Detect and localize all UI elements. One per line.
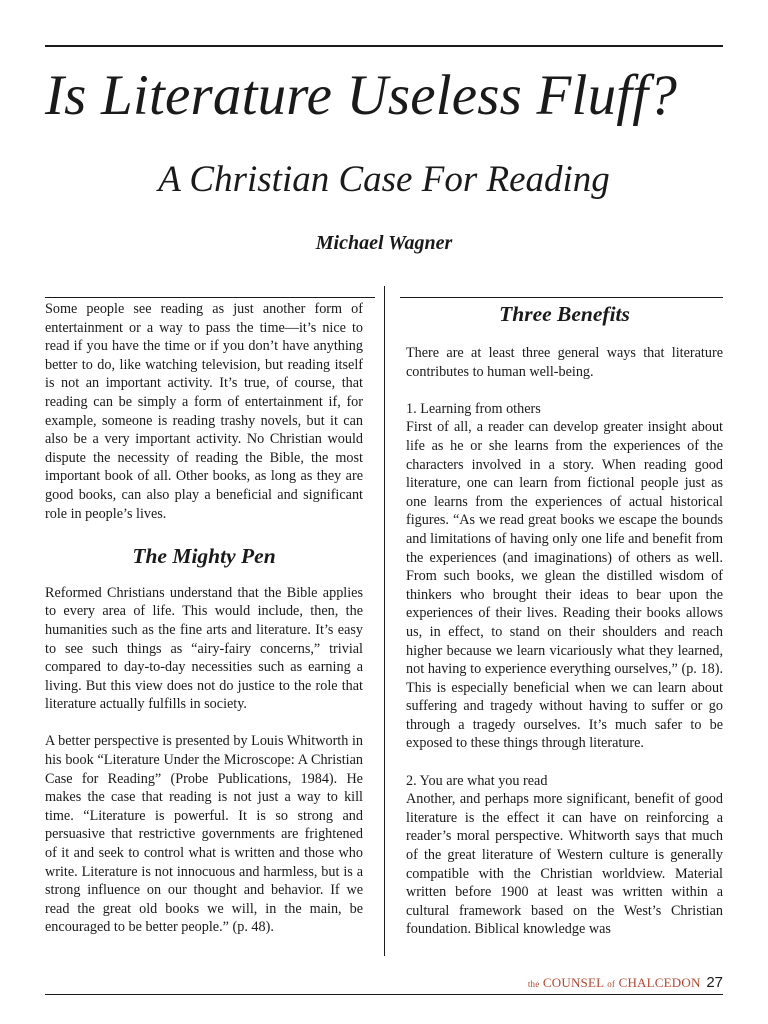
mighty-pen-paragraph-2: A better perspective is presented by Louis Whitworth in his book “Literature Under the Microscope: A Christian Case for Reading” (Probe Publications, 1984). He makes the case that reading is not just a way to kill time. “Literature is powerful. It is so strong and persuasive that restrictive governments are frightened of it and seek to control what is written and those who write. Literature is not innocuous and harmless, but is a strong influence on our thought and behavior. If we read the great old books we will, in the main, be encouraged to be better people.” (p. 48).	[45, 733, 363, 936]
benefit-2-text: Another, and perhaps more significant, benefit of good literature is the effect it can have on reinforcing a reader’s moral perspective. Whitworth says that much of the great literature of Western culture is generally compatible with the Christian worldview. Material written before 1900 at least was written within a cultural framework based on the West’s Christian foundation. Biblical knowledge was	[406, 791, 723, 938]
intro-paragraph: Some people see reading as just another form of entertainment or a way to pass the time—it’s nice to read if you have the time or if you don’t have anything better to do, like watching television, but reading itself is not an important activity. It’s true, of course, that reading can be simply a form of entertainment if, for example, someone is reading trashy novels, but it can also be a very important activity. No Christian would dispute the necessity of reading the Bible, the most important book of all. Other books, as long as they are good books, can also play a beneficial and significant role in people’s lives.	[45, 301, 363, 522]
benefits-intro-paragraph: There are at least three general ways that literature contributes to human well-being.	[406, 345, 723, 380]
article-author: Michael Wagner	[315, 232, 453, 254]
left-column-rule	[45, 297, 375, 298]
article-subtitle: A Christian Case For Reading	[158, 159, 610, 200]
bottom-rule	[45, 994, 723, 995]
magazine-name-counsel: COUNSEL	[542, 975, 604, 990]
benefit-1-text: First of all, a reader can develop greater insight about life as he or she learns from the experiences of the characters involved in a story. When reading good literature, one can learn from fictional people just as one learns from the experiences of actual historical figures. “As we read great books we escape the bounds and limitations of having only one life and benefit from the experiences (and imaginations) of others as well. From such books, we glean the distilled wisdom of thinkers who brought their ideas to bear upon the experiences of their lives. Reading their books allows us, in effect, to stand on their shoulders and reach higher because we learn vicariously what they learned, not having to experience everything ourselves,” (p. 18). This is especially beneficial when we can learn about suffering and tragedy without having to suffer or go through a tragedy ourselves. It’s much safer to be exposed to these things through literature.	[406, 419, 723, 752]
magazine-name-chalcedon: CHALCEDON	[618, 975, 701, 990]
page-number: 27	[706, 974, 723, 991]
section-heading-mighty-pen: The Mighty Pen	[132, 543, 276, 568]
section-heading-three-benefits: Three Benefits	[499, 302, 630, 326]
magazine-name-of: of	[607, 979, 616, 989]
right-column	[406, 300, 723, 939]
mighty-pen-paragraph-1: Reformed Christians understand that the Bible applies to every area of life. This would include, then, the humanities such as the fine arts and literature. It’s easy to see such things as “airy-fairy concerns,” trivial compared to day-to-day necessities such as earning a living. But this view does not do justice to the role that literature actually fulfills in society.	[45, 584, 363, 713]
magazine-name-the: the	[527, 979, 540, 989]
page-footer	[528, 973, 723, 994]
right-column-rule	[400, 297, 723, 298]
left-column	[45, 300, 363, 937]
column-divider	[384, 286, 385, 956]
article-title: Is Literature Useless Fluff?	[45, 64, 678, 127]
benefit-2-label: 2. You are what you read	[406, 772, 548, 789]
magazine-name	[528, 975, 701, 990]
benefit-1-label: 1. Learning from others	[406, 400, 541, 417]
top-rule	[45, 45, 723, 47]
